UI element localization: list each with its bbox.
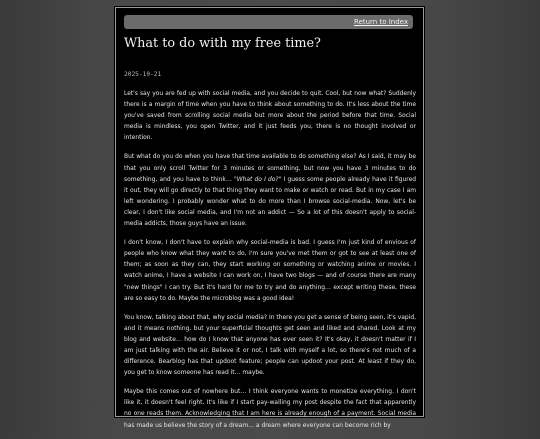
post-body — [124, 88, 416, 439]
return-to-index-link[interactable]: Return to Index — [354, 18, 408, 26]
post-date: 2025-10-21 — [124, 71, 162, 78]
paragraph-text: But what do you do when you have that time available to do something else? As I said, it may be that you only scroll Twitter for 3 minutes or something, but now you have 3 minutes to do something, and you have to think… — [124, 153, 416, 183]
paragraph-text: I don't know, I don't have to explain why social-media is bad. I guess I'm just kind of envious of people who know what they want to do, I'm sure you've met them or got to see at least one of them; as soon as they can, they start working on something or watching anime or movies. I watch anime, I have a website I can work on, I have two blogs — and of course there are many "new things" I can try. But it's hard for me to try and do anything… except writing these, these are so easy to do. Maybe the microblog was a good idea! — [124, 239, 416, 302]
post-paragraph — [124, 151, 416, 229]
paragraph-emphasis: "What do I do?" — [233, 175, 282, 183]
paragraph-text: You know, talking about that, why social media? In there you get a sense of being seen, it's vapid, and it means nothing, but your superficial thoughts get seen and liked and shared. Look at my blog and website… how do I know that anyone has ever seen it? It's okay, it doesn't matter if I am just talking with the air. Believe it or not, I talk with myself a lot, so there's not much of a difference. Bearblog has that updoot feature; people can updoot your post. At least if they do, you get to know someone has read it… maybe. — [124, 313, 416, 377]
post-title: What to do with my free time? — [124, 36, 321, 51]
post-paragraph — [124, 312, 416, 379]
post-paragraph — [124, 237, 416, 304]
paragraph-text: I guess some people already have it figured it out, they will go directly to that thing they want to make or watch or read. But in my case I am left wondering. I probably wonder what to do more than I browse social-media. Now, let's be clear, I don't like social media, and I'm not an addict — So a lot of this doesn't apply to social-media addicts, those guys have an issue. — [124, 175, 417, 228]
top-nav-bar — [124, 15, 413, 29]
post-page — [115, 7, 424, 429]
post-paragraph — [124, 386, 416, 430]
post-paragraph — [124, 88, 416, 143]
paragraph-text: Maybe this comes out of nowhere but… I think everyone wants to monetize everything. I don't like it, it doesn't feel right. It's like if I start pay-walling my post despite the fact that apparently no one reads them. Acknowledging that I am here is already enough of a payment. Social media has made us believe the story of a dream… a dream where everyone can become rich by — [124, 388, 416, 429]
paragraph-text: Let's say you are fed up with social media, and you decide to quit. Cool, but now what? Suddenly there is a margin of time when you have to think about something to do. It's less about the time you've saved from scrolling social media but more about the period before that time. Social media is mindless, you open Twitter, and it just feeds you, there is no thought involved or intention. — [124, 90, 416, 142]
